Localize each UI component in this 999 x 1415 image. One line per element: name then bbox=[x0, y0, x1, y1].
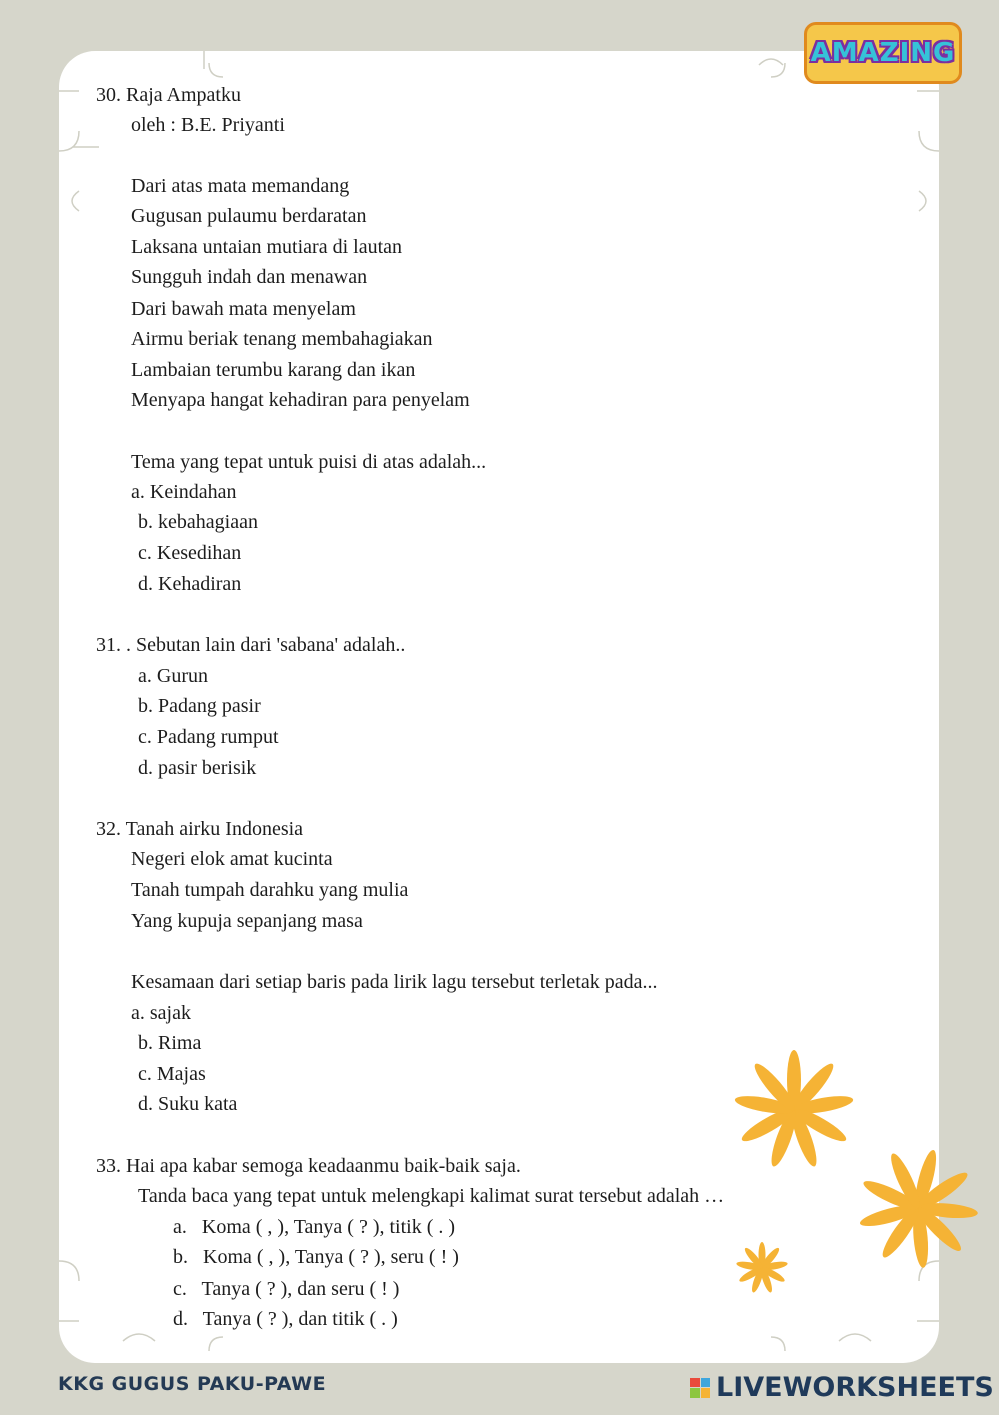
flower-small-icon bbox=[736, 1242, 788, 1294]
flower-medium-icon bbox=[858, 1148, 978, 1268]
poem-line: Dari bawah mata menyelam bbox=[131, 298, 356, 320]
q30-option-b[interactable]: b. kebahagiaan bbox=[138, 511, 258, 533]
poem-line: Dari atas mata memandang bbox=[131, 175, 350, 197]
q30-option-c[interactable]: c. Kesedihan bbox=[138, 542, 242, 564]
q32-question: Kesamaan dari setiap baris pada lirik lagu tersebut terletak pada... bbox=[131, 971, 658, 993]
q32-option-c[interactable]: c. Majas bbox=[138, 1063, 206, 1085]
poem-line: Sungguh indah dan menawan bbox=[131, 266, 368, 288]
lyric-line: Negeri elok amat kucinta bbox=[131, 848, 333, 870]
q33-option-b[interactable]: b. Koma ( , ), Tanya ( ? ), seru ( ! ) bbox=[173, 1246, 459, 1268]
q30-title: 30. Raja Ampatku bbox=[96, 84, 241, 106]
q33-option-a[interactable]: a. Koma ( , ), Tanya ( ? ), titik ( . ) bbox=[173, 1216, 456, 1238]
poem-line: Gugusan pulaumu berdaratan bbox=[131, 205, 367, 227]
amazing-badge bbox=[804, 22, 962, 84]
q30-option-d[interactable]: d. Kehadiran bbox=[138, 573, 242, 595]
liveworksheets-label: LIVEWORKSHEETS bbox=[716, 1372, 994, 1403]
q31-option-d[interactable]: d. pasir berisik bbox=[138, 757, 257, 779]
q32-option-a[interactable]: a. sajak bbox=[131, 1002, 191, 1024]
q31-option-a[interactable]: a. Gurun bbox=[138, 665, 208, 687]
q32-option-b[interactable]: b. Rima bbox=[138, 1032, 202, 1054]
q30-option-a[interactable]: a. Keindahan bbox=[131, 481, 237, 503]
q30-question: Tema yang tepat untuk puisi di atas adalah... bbox=[131, 451, 487, 473]
liveworksheets-logo[interactable] bbox=[690, 1372, 994, 1403]
poem-line: Airmu beriak tenang membahagiakan bbox=[131, 328, 433, 350]
q33-title: 33. Hai apa kabar semoga keadaanmu baik-baik saja. bbox=[96, 1155, 521, 1177]
lyric-line: Yang kupuja sepanjang masa bbox=[131, 910, 363, 932]
lyric-line: Tanah tumpah darahku yang mulia bbox=[131, 879, 409, 901]
flower-decoration bbox=[720, 1040, 999, 1340]
poem-line: Menyapa hangat kehadiran para penyelam bbox=[131, 389, 470, 411]
q30-author: oleh : B.E. Priyanti bbox=[131, 114, 285, 136]
poem-line: Lambaian terumbu karang dan ikan bbox=[131, 359, 416, 381]
q32-title: 32. Tanah airku Indonesia bbox=[96, 818, 304, 840]
q33-option-d[interactable]: d. Tanya ( ? ), dan titik ( . ) bbox=[173, 1308, 398, 1330]
q31-option-b[interactable]: b. Padang pasir bbox=[138, 695, 261, 717]
q31-question: 31. . Sebutan lain dari 'sabana' adalah.. bbox=[96, 634, 406, 656]
liveworksheets-icon bbox=[690, 1378, 710, 1398]
q31-option-c[interactable]: c. Padang rumput bbox=[138, 726, 279, 748]
amazing-badge-label: AMAZING bbox=[810, 38, 956, 68]
q33-question: Tanda baca yang tepat untuk melengkapi kalimat surat tersebut adalah … bbox=[138, 1185, 725, 1207]
q33-option-c[interactable]: c. Tanya ( ? ), dan seru ( ! ) bbox=[173, 1278, 400, 1300]
poem-line: Laksana untaian mutiara di lautan bbox=[131, 236, 403, 258]
q32-option-d[interactable]: d. Suku kata bbox=[138, 1093, 238, 1115]
flower-large-icon bbox=[734, 1050, 855, 1169]
footer-school-name: KKG GUGUS PAKU-PAWE bbox=[58, 1373, 327, 1395]
